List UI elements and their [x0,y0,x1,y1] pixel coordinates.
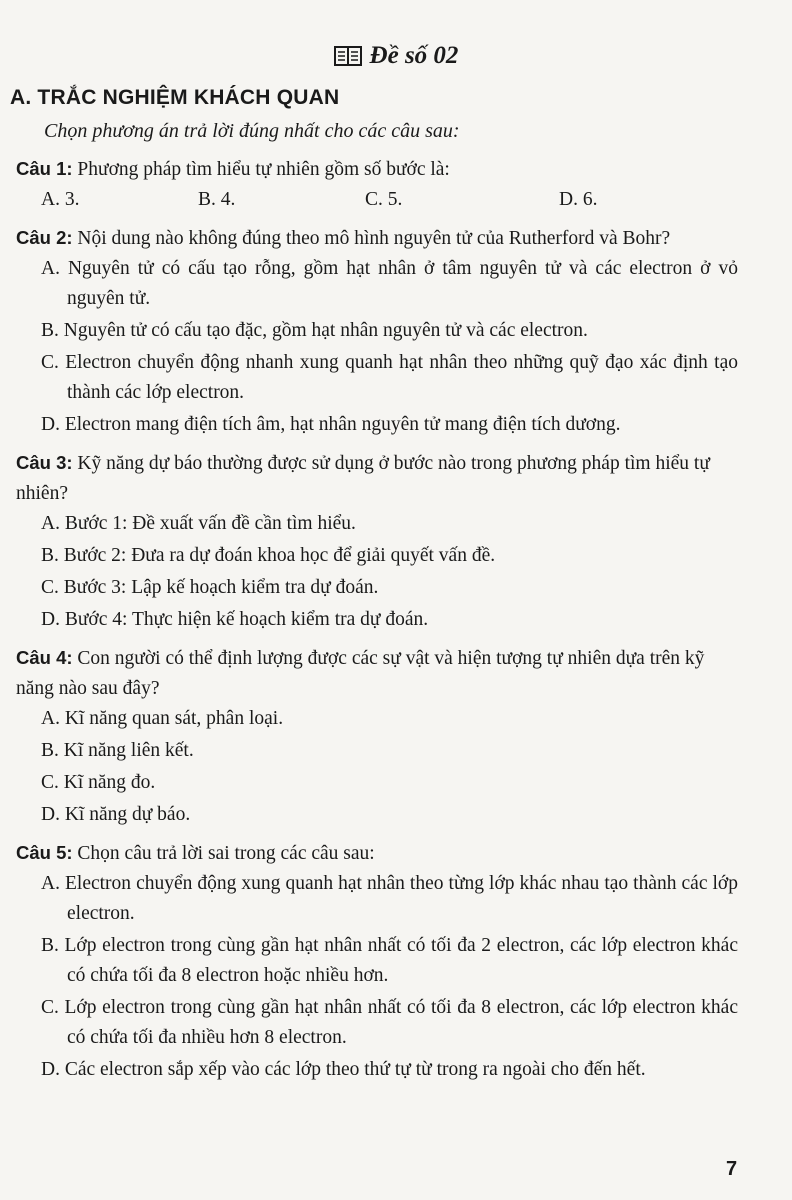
question-text: Nội dung nào không đúng theo mô hình nguyên tử của Rutherford và Bohr? [72,228,671,249]
question-stem [16,223,738,254]
question-1 [16,154,738,215]
question-text: Con người có thể định lượng được các sự vật và hiện tượng tự nhiên dựa trên kỹ năng nào sau đây? [16,648,705,699]
option-d[interactable]: D. 6. [559,189,598,210]
question-number: Câu 3: [16,452,73,473]
option-text: C. Kĩ năng đo. [41,772,156,793]
option-text: A. Bước 1: Đề xuất vấn đề cần tìm hiểu. [41,513,356,534]
option-b[interactable] [41,931,738,991]
option-b[interactable]: B. 4. [198,189,236,210]
option-text: A. Nguyên tử có cấu tạo rỗng, gồm hạt nhân ở tâm nguyên tử và các electron ở vỏ nguyên tử. [41,258,738,309]
option-b[interactable] [41,736,738,766]
option-a[interactable] [41,869,738,929]
option-d[interactable] [41,605,738,635]
option-text: D. Kĩ năng dự báo. [41,804,191,825]
question-stem [16,643,738,704]
option-d[interactable] [41,410,738,440]
option-a[interactable] [41,704,738,734]
option-c[interactable] [41,573,738,603]
option-a[interactable] [41,509,738,539]
question-text: Chọn câu trả lời sai trong các câu sau: [72,843,375,864]
option-text: D. Bước 4: Thực hiện kế hoạch kiểm tra dự đoán. [41,609,429,630]
option-d[interactable] [41,800,738,830]
option-text: D. Electron mang điện tích âm, hạt nhân nguyên tử mang điện tích dương. [41,414,621,435]
question-2 [16,223,738,440]
exam-title [0,42,792,70]
question-stem [16,838,738,869]
section-heading: A. TRẮC NGHIỆM KHÁCH QUAN [10,86,340,109]
option-text: C. Electron chuyển động nhanh xung quanh hạt nhân theo những quỹ đạo xác định tạo thành các lớp electron. [41,352,738,403]
option-b[interactable] [41,316,738,346]
question-stem [16,154,738,185]
questions-list [16,154,738,1093]
book-icon [334,45,362,67]
question-number: Câu 2: [16,227,73,248]
option-d[interactable] [41,1055,738,1085]
question-number: Câu 4: [16,647,73,668]
question-stem [16,448,738,509]
option-c[interactable] [41,348,738,408]
option-text: A. Kĩ năng quan sát, phân loại. [41,708,284,729]
option-a[interactable] [41,254,738,314]
question-text: Kỹ năng dự báo thường được sử dụng ở bước nào trong phương pháp tìm hiểu tự nhiên? [16,453,710,504]
question-text: Phương pháp tìm hiểu tự nhiên gồm số bước là: [72,159,450,180]
question-number: Câu 5: [16,842,73,863]
option-text: D. Các electron sắp xếp vào các lớp theo thứ tự từ trong ra ngoài cho đến hết. [41,1059,646,1080]
option-c[interactable] [41,993,738,1053]
option-text: B. Nguyên tử có cấu tạo đặc, gồm hạt nhân nguyên tử và các electron. [41,320,588,341]
option-c[interactable]: C. 5. [365,189,403,210]
question-4 [16,643,738,830]
option-text: A. Electron chuyển động xung quanh hạt nhân theo từng lớp khác nhau tạo thành các lớp electron. [41,873,738,924]
option-text: B. Bước 2: Đưa ra dự đoán khoa học để giải quyết vấn đề. [41,545,496,566]
option-c[interactable] [41,768,738,798]
option-b[interactable] [41,541,738,571]
option-text: C. Bước 3: Lập kế hoạch kiểm tra dự đoán. [41,577,379,598]
option-text: B. Kĩ năng liên kết. [41,740,194,761]
option-a[interactable]: A. 3. [41,189,80,210]
section-instruction: Chọn phương án trả lời đúng nhất cho các câu sau: [44,120,460,142]
option-text: C. Lớp electron trong cùng gần hạt nhân nhất có tối đa 8 electron, các lớp electron khác có chứa tối đa nhiều hơn 8 electron. [41,997,738,1048]
question-5 [16,838,738,1085]
page-number: 7 [726,1158,738,1180]
option-text: B. Lớp electron trong cùng gần hạt nhân nhất có tối đa 2 electron, các lớp electron khác có chứa tối đa 8 electron hoặc nhiều hơn. [41,935,738,986]
exam-title-text: Đề số 02 [369,42,459,69]
options-row [41,185,738,215]
question-3 [16,448,738,635]
question-number: Câu 1: [16,158,73,179]
